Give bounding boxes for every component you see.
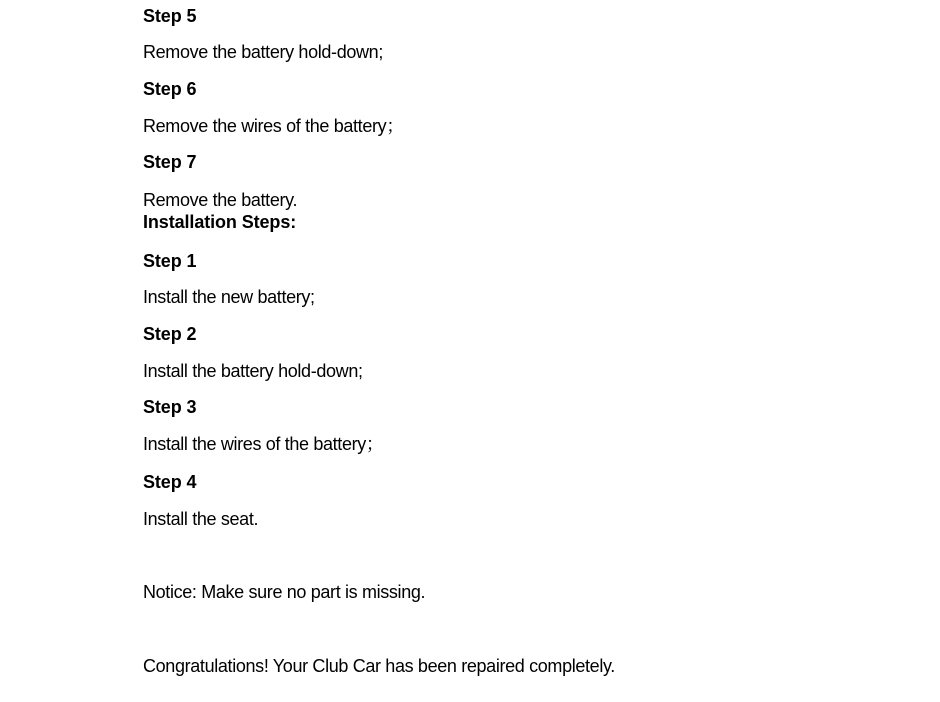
install-step-4-text: Install the seat. — [143, 509, 259, 529]
install-step-3-label: Step 3 — [143, 397, 197, 417]
step-5-label: Step 5 — [143, 6, 197, 26]
congratulations-text: Congratulations! Your Club Car has been repaired completely. — [143, 656, 615, 676]
install-step-1-text: Install the new battery; — [143, 287, 315, 307]
step-6-label: Step 6 — [143, 79, 197, 99]
notice-text: Notice: Make sure no part is missing. — [143, 582, 426, 602]
step-7-text: Remove the battery. — [143, 190, 298, 210]
install-step-3-text: Install the wires of the battery； — [143, 434, 384, 454]
install-step-2-label: Step 2 — [143, 324, 197, 344]
step-5-text: Remove the battery hold-down; — [143, 42, 383, 62]
step-6-text: Remove the wires of the battery； — [143, 116, 404, 136]
install-step-1-label: Step 1 — [143, 251, 197, 271]
install-step-2-text: Install the battery hold-down; — [143, 361, 363, 381]
install-step-4-label: Step 4 — [143, 472, 197, 492]
step-7-label: Step 7 — [143, 152, 197, 172]
installation-heading: Installation Steps: — [143, 212, 297, 232]
